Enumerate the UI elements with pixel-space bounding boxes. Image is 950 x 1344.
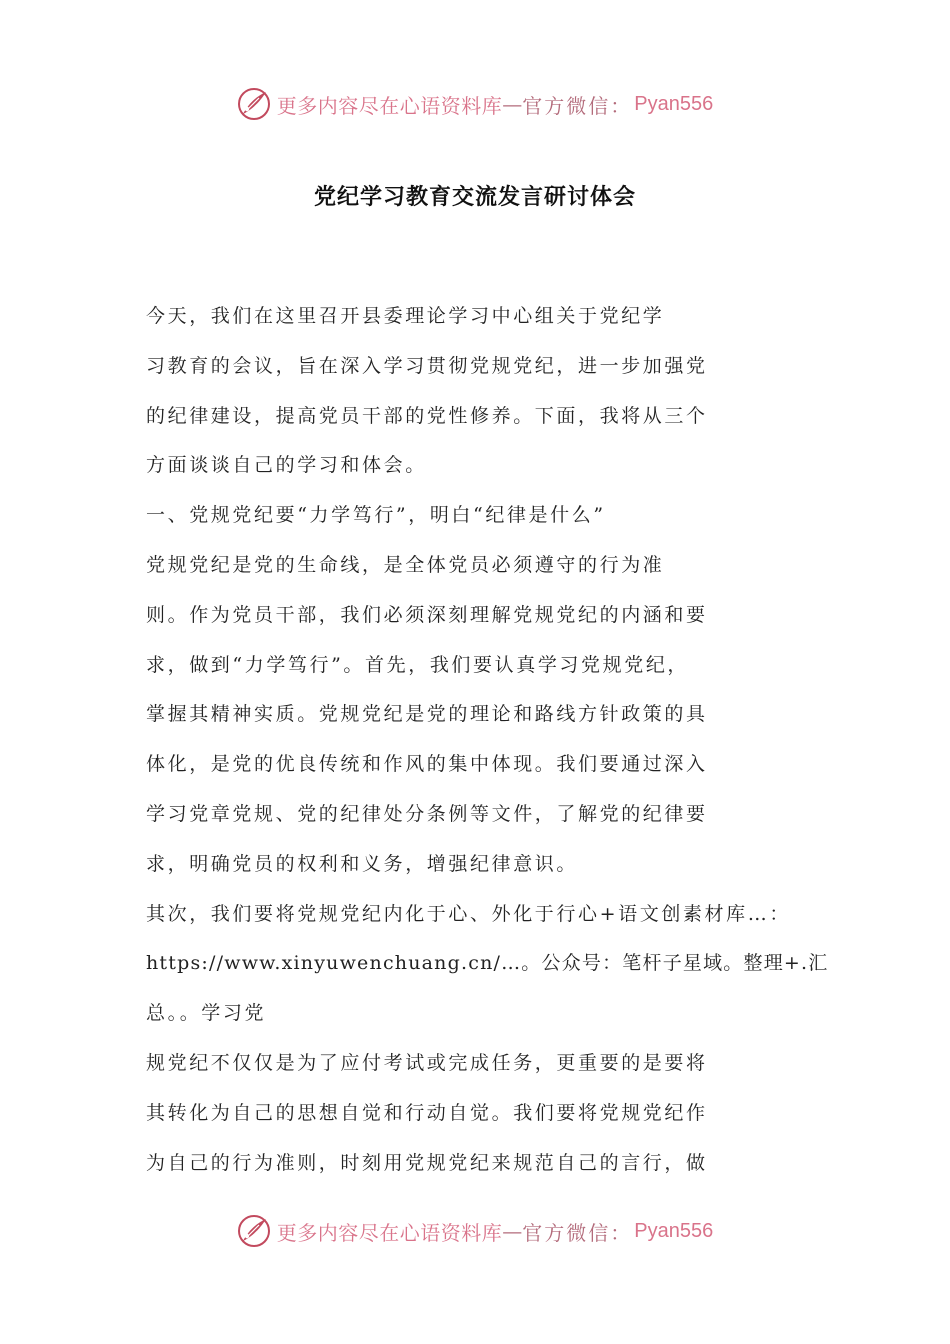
body-line: 党规党纪是党的生命线，是全体党员必须遵守的行为准 — [146, 553, 665, 576]
banner-wechat-label: 官方微信： — [522, 1220, 633, 1245]
body-line: 习教育的会议，旨在深入学习贯彻党规党纪，进一步加强党 — [146, 354, 708, 377]
banner-wechat-id: Pyan556 — [634, 1219, 714, 1242]
body-line: 学习党章党规、党的纪律处分条例等文件，了解党的纪律要 — [146, 802, 708, 825]
section-heading: 一、党规党纪要“力学笃行”，明白“纪律是什么” — [146, 504, 606, 527]
body-line: 规党纪不仅仅是为了应付考试或完成任务，更重要的是要将 — [146, 1051, 708, 1074]
banner-site-name: 更多内容尽在心语资料库 — [276, 93, 503, 118]
body-line: 为自己的行为准则，时刻用党规党纪来规范自己的言行，做 — [146, 1151, 708, 1174]
banner-site-name: 更多内容尽在心语资料库 — [276, 1220, 503, 1245]
feather-pen-logo-icon — [237, 1214, 271, 1248]
banner-wechat-label: 官方微信： — [522, 93, 633, 118]
body-line: 求，做到“力学笃行”。首先，我们要认真学习党规党纪， — [146, 653, 690, 676]
feather-pen-logo-icon — [237, 87, 271, 121]
document-title: 党纪学习教育交流发言研讨体会 — [313, 185, 636, 210]
body-line: 体化，是党的优良传统和作风的集中体现。我们要通过深入 — [146, 753, 708, 776]
body-line: 求，明确党员的权利和义务，增强纪律意识。 — [146, 852, 579, 875]
body-line: 其转化为自己的思想自觉和行动自觉。我们要将党规党纪作 — [146, 1101, 708, 1124]
body-line: 今天，我们在这里召开县委理论学习中心组关于党纪学 — [146, 305, 665, 327]
body-line: 则。作为党员干部，我们必须深刻理解党规党纪的内涵和要 — [146, 603, 708, 626]
banner-dash: — — [502, 1219, 523, 1243]
body-line: 的纪律建设，提高党员干部的党性修养。下面，我将从三个 — [146, 404, 708, 427]
footer-watermark-banner — [0, 1211, 950, 1251]
header-watermark-banner — [0, 84, 950, 124]
body-line: 其次，我们要将党规党纪内化于心、外化于行心+语文创素材库…： — [146, 902, 791, 925]
banner-wechat-id: Pyan556 — [634, 92, 714, 115]
body-line: 掌握其精神实质。党规党纪是党的理论和路线方针政策的具 — [146, 703, 708, 726]
banner-dash: — — [502, 92, 523, 116]
body-line: 方面谈谈自己的学习和体会。 — [146, 454, 427, 477]
body-line-url: https://www.xinyuwenchuang.cn/…。公众号：笔杆子星域。整理+.汇 — [146, 952, 829, 975]
body-line: 总。。学习党 — [146, 1002, 267, 1025]
document-body — [146, 292, 829, 1188]
